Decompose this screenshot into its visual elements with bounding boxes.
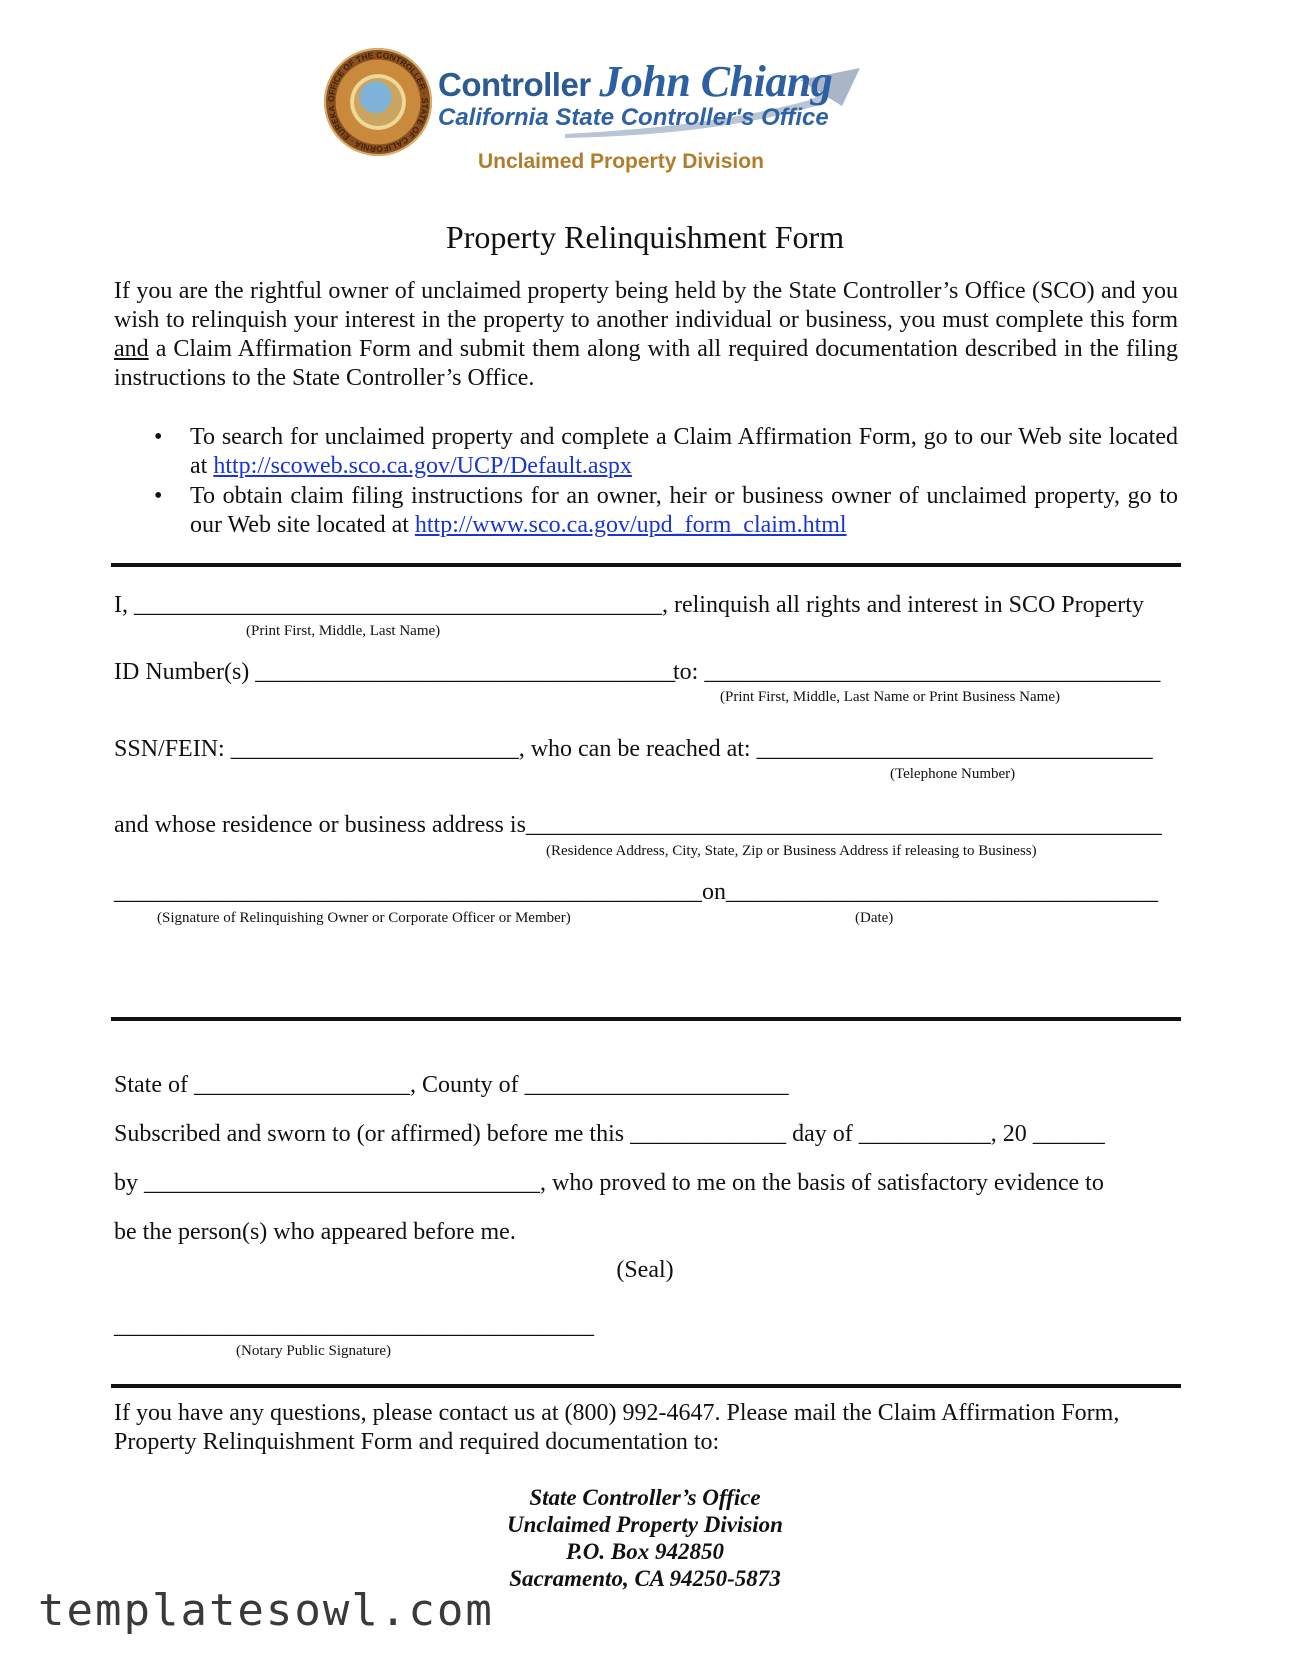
relinquish-name-field[interactable]: I, ____________________________________________, relinquish all rights and interest in SCO Property [114,592,1144,618]
id-number-field[interactable]: ID Number(s) ___________________________________ [114,659,676,685]
controller-seal-logo [324,48,432,156]
address-line: Unclaimed Property Division [507,1512,783,1537]
address-field[interactable]: and whose residence or business address is_____________________________________________________ [114,812,1162,838]
mailing-address [0,1484,1290,1592]
signature-date-field[interactable]: _________________________________________________on____________________________________ [114,879,1158,905]
filing-instructions-link[interactable]: http://www.sco.ca.gov/upd_form_claim.html [414,512,847,538]
sworn-by-field[interactable]: by _________________________________, who proved to me on the basis of satisfactory evidence to [114,1170,1104,1196]
notary-signature-caption: (Notary Public Signature) [236,1343,391,1359]
seal-label: (Seal) [616,1257,674,1283]
instructions-list [114,423,1178,541]
list-item: • To search for unclaimed property and complete a Claim Affirmation Form, go to our Web site located at http://scoweb.sco.ca.gov/UCP/Default.aspx [154,424,1178,479]
section-divider [111,1017,1181,1021]
intro-underlined-and: and [114,336,149,362]
mail-instructions-line: Property Relinquishment Form and required documentation to: [114,1429,720,1455]
recipient-caption: (Print First, Middle, Last Name or Print Business Name) [720,689,1060,705]
seal-ring-text [324,48,432,156]
address-line: Sacramento, CA 94250-5873 [509,1566,781,1591]
notary-statement: be the person(s) who appeared before me. [114,1219,516,1245]
seal-text: OFFICE OF THE CONTROLLER · STATE OF CALIFORNIA · EUREKA [325,49,431,155]
logo-controller-name: Controller John Chiang [438,57,833,106]
section-divider [111,1384,1181,1388]
intro-paragraph: If you are the rightful owner of unclaimed property being held by the State Controller’s Office (SCO) and you wish to relinquish your interest in the property to another individual or business, you must complete this form and a Claim Affirmation Form and submit them along with all required documentation described in the filing instructions to the State Controller’s Office. [114,278,1178,391]
claim-search-link[interactable]: http://scoweb.sco.ca.gov/UCP/Default.aspx [213,453,632,479]
state-county-field[interactable]: State of __________________, County of ______________________ [114,1072,789,1098]
address-line: State Controller’s Office [529,1485,761,1510]
svg-text:OFFICE OF THE CONTROLLER · STA [326,50,430,154]
signature-caption: (Signature of Relinquishing Owner or Corporate Officer or Member) [157,910,571,926]
ssn-phone-field[interactable]: SSN/FEIN: ________________________, who can be reached at: _________________________________ [114,736,1153,762]
phone-caption: (Telephone Number) [890,766,1016,782]
sworn-date-field[interactable]: Subscribed and sworn to (or affirmed) before me this _____________ day of ___________, 20 ______ [114,1121,1105,1147]
recipient-name-field[interactable]: to: ______________________________________ [673,659,1161,685]
address-line: P.O. Box 942850 [565,1539,725,1564]
notary-signature-field[interactable]: ________________________________________ [114,1313,594,1339]
section-divider [111,563,1181,567]
watermark: templatesowl.com [38,1585,494,1636]
contact-line: If you have any questions, please contact us at (800) 992-4647. Please mail the Claim Affirmation Form, [114,1400,1120,1426]
list-item: • To obtain claim filing instructions for an owner, heir or business owner of unclaimed property, go to our Web site located at http://www.sco.ca.gov/upd_form_claim.html [154,483,1178,538]
address-caption: (Residence Address, City, State, Zip or Business Address if releasing to Business) [546,843,1037,859]
logo-division-name: Unclaimed Property Division [478,150,764,173]
name-caption: (Print First, Middle, Last Name) [246,623,441,639]
logo-office-name: California State Controller's Office [438,104,829,131]
page-title: Property Relinquishment Form [445,219,845,255]
date-caption: (Date) [855,910,894,926]
logo-john-chiang: John Chiang [599,57,833,106]
